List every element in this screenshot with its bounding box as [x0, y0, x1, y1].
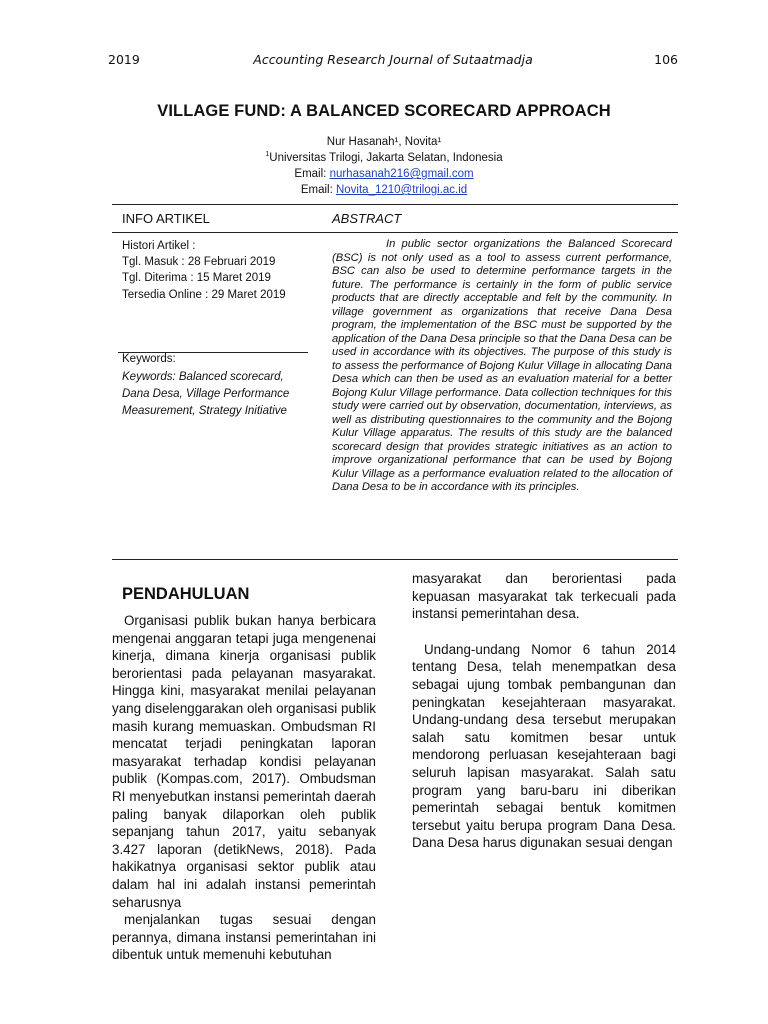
header-journal-name: Accounting Research Journal of Sutaatmadja — [253, 52, 533, 67]
online-date: Tersedia Online : 29 Maret 2019 — [122, 288, 286, 301]
abstract-heading: ABSTRACT — [332, 211, 402, 226]
abstract-bottom-rule — [112, 559, 678, 560]
right-paragraph-1: masyarakat dan berorientasi pada kepuasan masyarakat tak terkecuali pada instansi pemerintahan desa. — [412, 571, 676, 622]
author-affiliation-line — [0, 150, 768, 166]
email-line-2 — [0, 182, 768, 198]
author-affiliation: Universitas Trilogi, Jakarta Selatan, Indonesia — [269, 152, 503, 164]
author-names: Nur Hasanah¹, Novita¹ — [326, 136, 442, 148]
abstract-body — [332, 238, 672, 495]
email-label-2: Email: — [300, 184, 336, 196]
header-page-number: 106 — [654, 52, 678, 67]
received-date: Tgl. Masuk : 28 Februari 2019 — [122, 256, 276, 269]
abstract-text: In public sector organizations the Balanced Scorecard (BSC) is not only used as a tool to assess current performance, BSC can also be used to determine performance targets in the future. The performance is certainly in the form of public service products that are directly acceptable and felt by the community. In village government as organizations that receive Dana Desa program, the implementation of the BSC must be supported by the application of the Dana Desa principle so that the Dana Desa can be used in accordance with its objectives. The purpose of this study is to assess the performance of Bojong Kulur Village in allocating Dana Desa which can then be used as an evaluation material for a better Bojong Kulur Village performance. Data collection techniques for this study were carried out by observation, documentation, interviews, as well as distributing questionnaires to the community and the Bojong Kulur Village apparatus. The results of this study are the balanced scorecard design that provides strategic initiatives as an action to improve organizational performance that can be used by Bojong Kulur Village as a performance evaluation related to the allocation of Dana Desa to be in accordance with its principles. — [332, 238, 672, 493]
email-label-1: Email: — [294, 168, 330, 180]
paper-title: VILLAGE FUND: A BALANCED SCORECARD APPROACH — [157, 102, 611, 120]
affiliation-marker: 1 — [265, 151, 270, 159]
right-column — [412, 570, 676, 852]
running-header — [108, 52, 678, 70]
keywords-text: Keywords: Balanced scorecard, Dana Desa, Village Performance Measurement, Strategy Initiative — [122, 371, 290, 417]
article-history — [122, 238, 302, 303]
left-paragraph-2: menjalankan tugas sesuai dengan perannya, dimana instansi pemerintahan ini dibentuk untuk memenuhi kebutuhan — [112, 912, 376, 963]
header-year: 2019 — [108, 52, 140, 67]
author-block — [0, 134, 768, 198]
section-heading: PENDAHULUAN — [122, 585, 250, 603]
right-paragraph-2: Undang-undang Nomor 6 tahun 2014 tentang Desa, telah menempatkan desa sebagai ujung tombak pembangunan dan peningkatan kesejahteraan masyarakat. Undang-undang desa tersebut merupakan salah satu komitmen besar untuk mendorong perluasan kesejahteraan bagi seluruh lapisan masyarakat. Salah satu program yang baru-baru ini diberikan pemerintah sebagai bentuk komitmen tersebut yaitu berupa program Dana Desa. Dana Desa harus digunakan sesuai dengan — [412, 641, 676, 851]
top-rule — [112, 204, 678, 205]
history-label: Histori Artikel : — [122, 240, 196, 252]
info-artikel-heading: INFO ARTIKEL — [122, 211, 210, 226]
left-column — [112, 612, 376, 964]
keywords-label: Keywords: — [122, 353, 176, 365]
left-paragraph-1: Organisasi publik bukan hanya berbicara mengenai anggaran tetapi juga mengenenai kinerja, dimana kinerja organisasi publik berorientasi pada pelayanan masyarakat. Hingga kini, masyarakat menilai pelayanan yang diselenggarakan oleh organisasi publik masih kurang memuaskan. Ombudsman RI mencatat terjadi peningkatan laporan masyarakat terhadap kondisi pelayanan publik (Kompas.com, 2017). Ombudsman RI menyebutkan instansi pemerintah daerah paling banyak dilaporkan oleh publik sepanjang tahun 2017, yaitu sebanyak 3.427 laporan (detikNews, 2018). Pada hakikatnya organisasi sektor publik atau dalam hal ini adalah instansi pemerintah seharusnya — [112, 613, 376, 910]
email-line-1 — [0, 166, 768, 182]
email-link-2[interactable]: Novita_1210@trilogi.ac.id — [335, 184, 468, 196]
email-link-1[interactable]: nurhasanah216@gmail.com — [329, 168, 474, 180]
header-rule — [112, 232, 678, 233]
accepted-date: Tgl. Diterima : 15 Maret 2019 — [122, 272, 271, 285]
